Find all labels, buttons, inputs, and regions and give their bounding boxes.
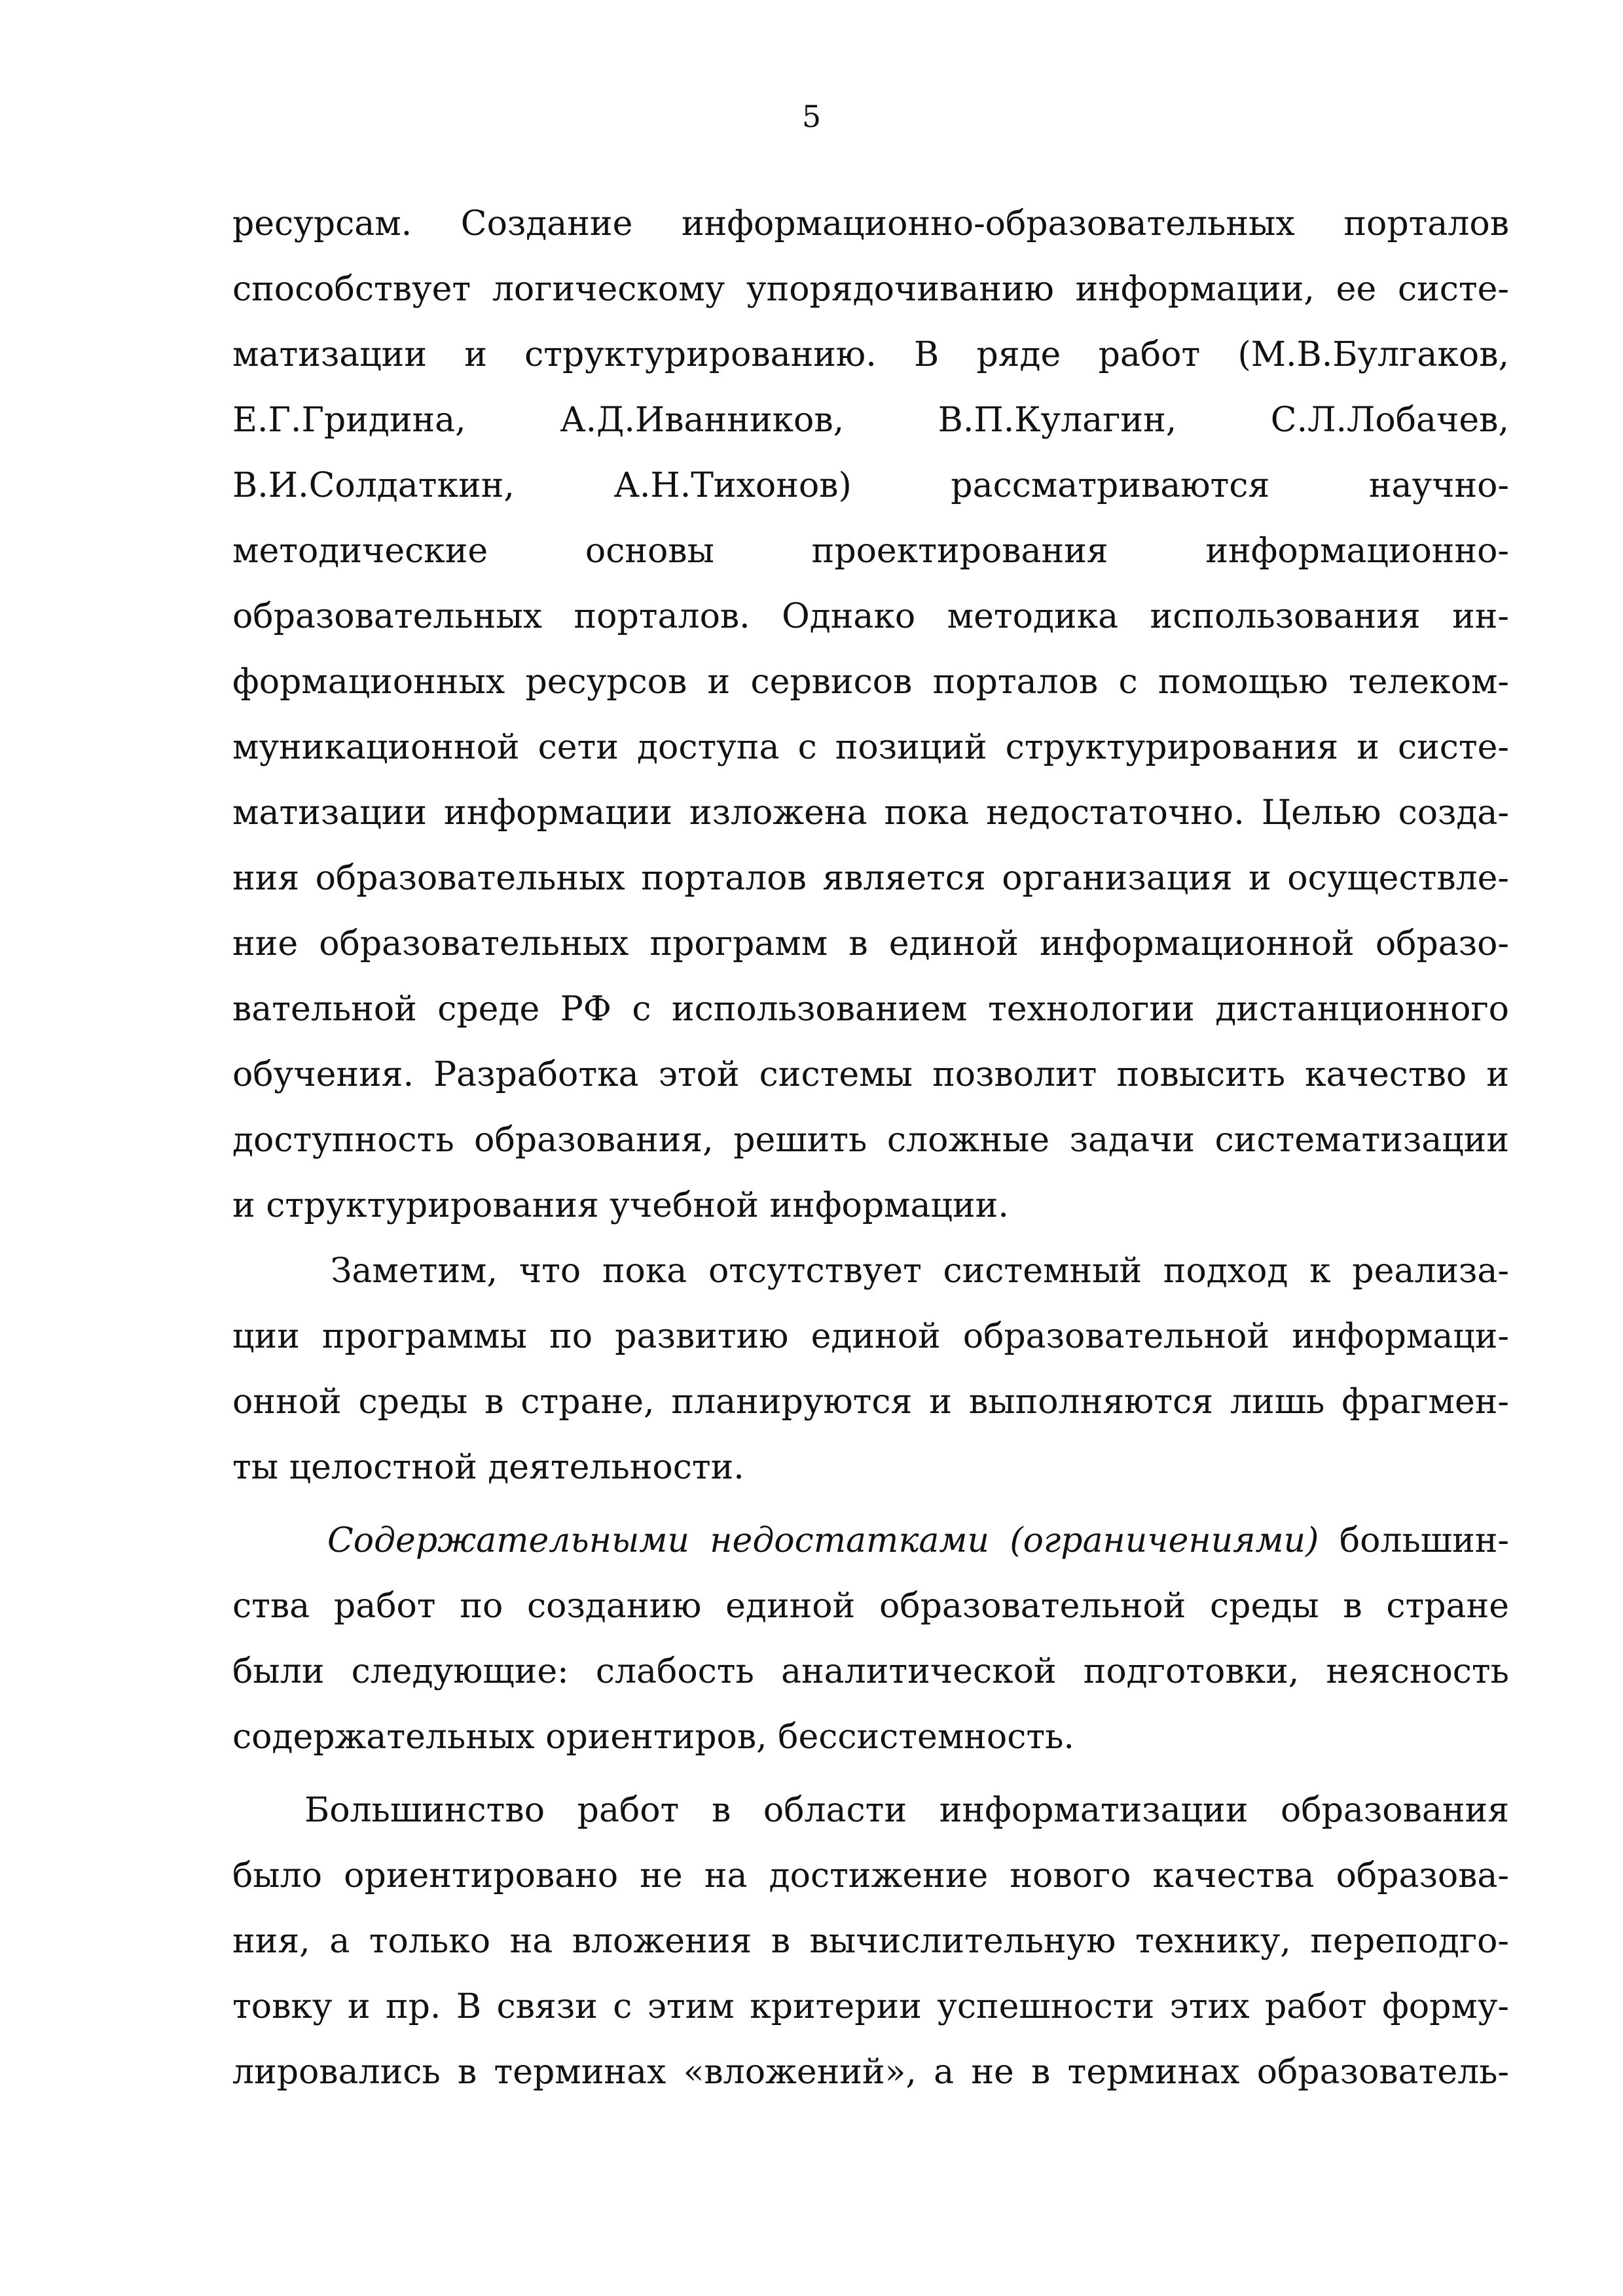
text-line: ции программы по развитию единой образовательной информаци- <box>232 1317 1509 1356</box>
text-line: ства работ по созданию единой образовательной среды в стране <box>232 1587 1509 1626</box>
text-line: образовательных порталов. Однако методика использования ин- <box>232 597 1509 636</box>
text-line: Большинство работ в области информатизации образования <box>304 1791 1509 1830</box>
text-line: лировались в терминах «вложений», а не в терминах образователь- <box>232 2053 1509 2092</box>
text-line: вательной среде РФ с использованием технологии дистанционного <box>232 990 1509 1029</box>
text-line: матизации и структурированию. В ряде работ (М.В.Булгаков, <box>232 335 1509 374</box>
text-line: Заметим, что пока отсутствует системный подход к реализа- <box>331 1251 1509 1291</box>
text-line: муникационной сети доступа с позиций структурирования и систе- <box>232 728 1509 767</box>
text-line: ресурсам. Создание информационно-образовательных порталов <box>232 204 1509 243</box>
text-line: ния, а только на вложения в вычислительную технику, переподго- <box>232 1922 1509 1961</box>
text-line: ты целостной деятельности. <box>232 1448 744 1487</box>
text-line: доступность образования, решить сложные задачи систематизации <box>232 1121 1509 1160</box>
text-line: способствует логическому упорядочиванию информации, ее систе- <box>232 270 1509 309</box>
text-line: были следующие: слабость аналитической подготовки, неясность <box>232 1652 1509 1691</box>
italic-phrase: Содержательными недостатками (ограничениями) <box>327 1521 1319 1560</box>
text-line: было ориентировано не на достижение нового качества образова- <box>232 1856 1509 1895</box>
text-line: методические основы проектирования информационно- <box>232 531 1509 571</box>
text-line: и структурирования учебной информации. <box>232 1186 1009 1225</box>
text-line: онной среды в стране, планируются и выполняются лишь фрагмен- <box>232 1382 1509 1422</box>
page-number: 5 <box>801 99 822 134</box>
text-line: обучения. Разработка этой системы позволит повысить качество и <box>232 1055 1509 1094</box>
text-line: Е.Г.Гридина, А.Д.Иванников, В.П.Кулагин, С.Л.Лобачев, <box>232 401 1509 440</box>
text-line: формационных ресурсов и сервисов порталов с помощью телеком- <box>232 662 1509 702</box>
text-line: ния образовательных порталов является организация и осуществле- <box>232 859 1509 898</box>
text-line: содержательных ориентиров, бессистемность. <box>232 1717 1074 1757</box>
text-line-italic-lead <box>232 1508 1509 1573</box>
body-text <box>232 191 1509 2105</box>
text-line: В.И.Солдаткин, А.Н.Тихонов) рассматриваются научно- <box>232 466 1509 505</box>
text-line: ние образовательных программ в единой информационной образо- <box>232 924 1509 963</box>
text-line: матизации информации изложена пока недостаточно. Целью созда- <box>232 793 1509 833</box>
text-line: товку и пр. В связи с этим критерии успешности этих работ форму- <box>232 1987 1509 2026</box>
text-line-tail: большин- <box>1339 1521 1509 1560</box>
